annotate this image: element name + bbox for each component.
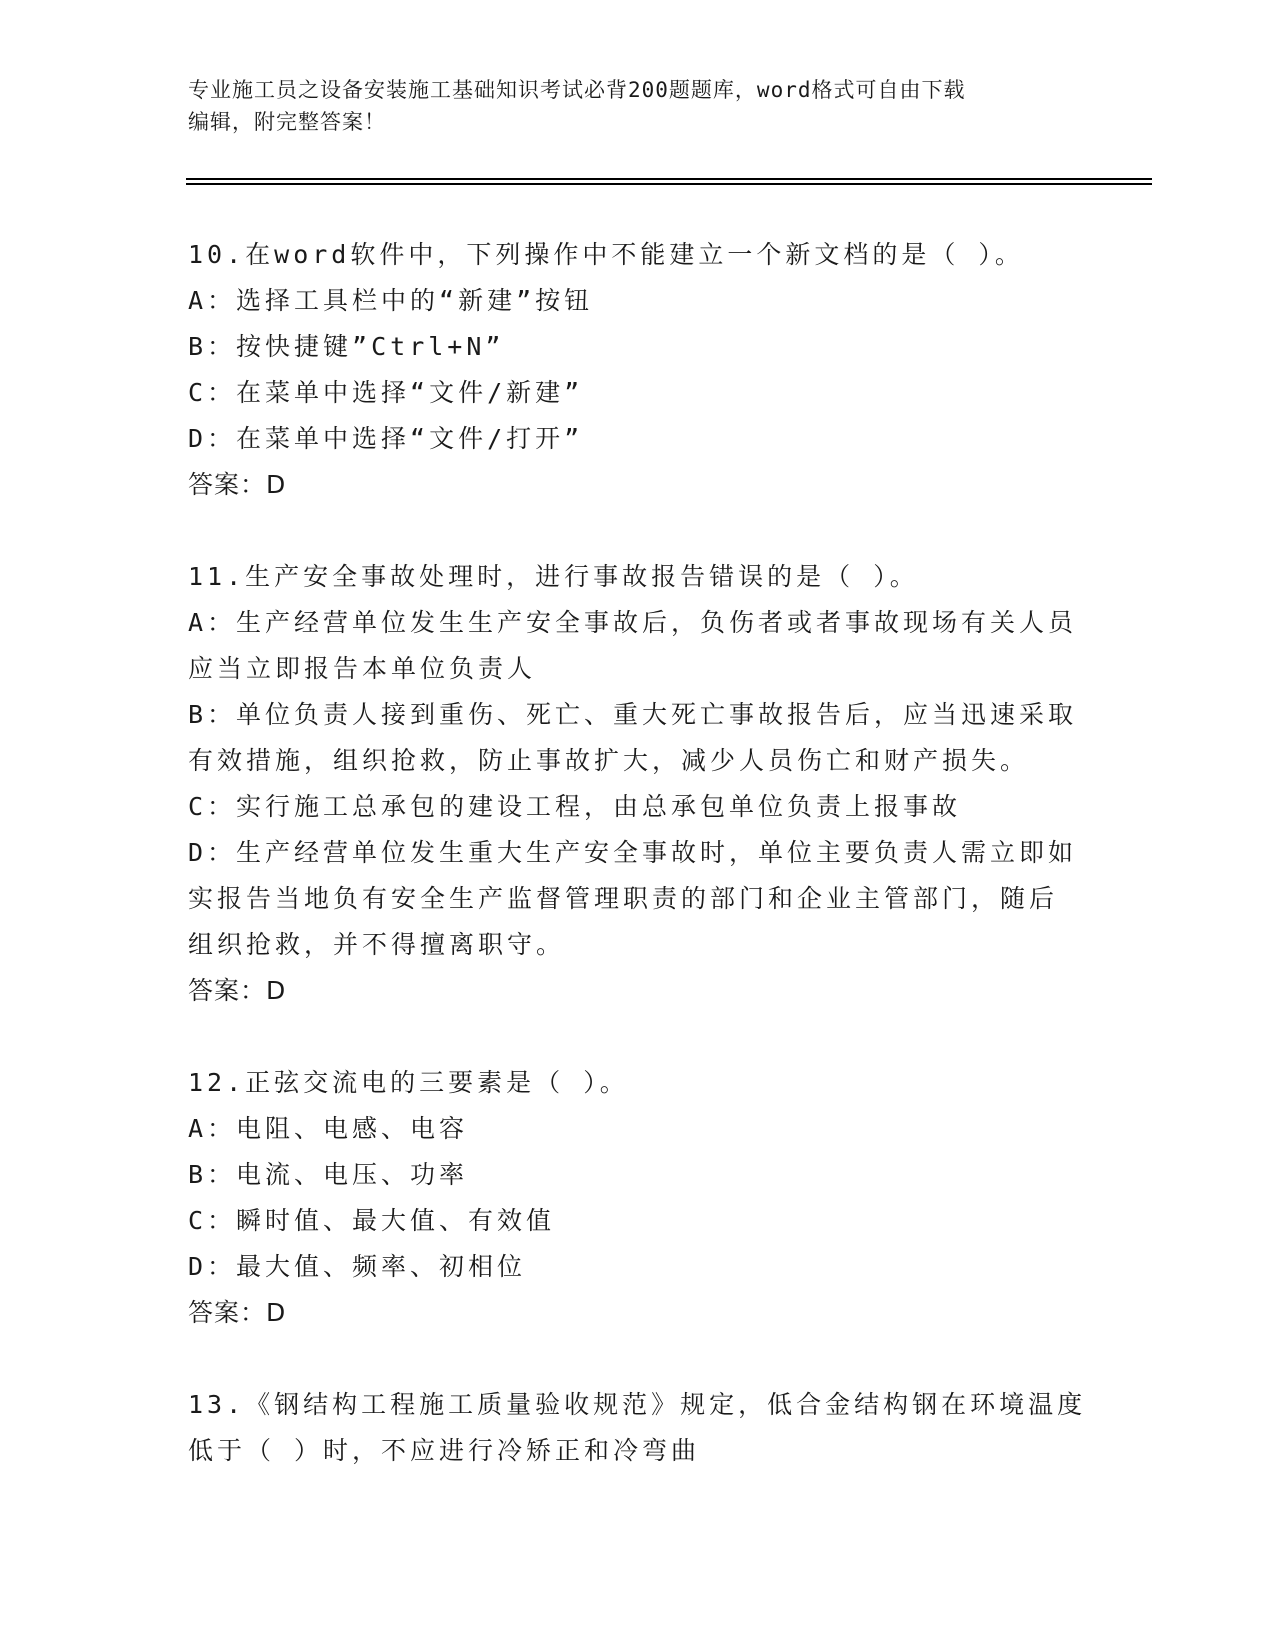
header-line-1: 专业施工员之设备安装施工基础知识考试必背200题题库，word格式可自由下载 (188, 78, 966, 102)
option-a: A：生产经营单位发生生产安全事故后，负伤者或者事故现场有关人员 (188, 608, 1078, 637)
option-d: D：生产经营单位发生重大生产安全事故时，单位主要负责人需立即如 (188, 838, 1078, 867)
option-b: B：按快捷键”Ctrl+N” (188, 332, 505, 361)
question-list (188, 232, 1088, 1520)
option-d-continued: 实报告当地负有安全生产监督管理职责的部门和企业主管部门，随后 (188, 884, 1059, 913)
document-header (188, 74, 1068, 138)
header-line-2: 编辑，附完整答案！ (188, 110, 386, 134)
option-d-continued: 组织抢救，并不得擅离职守。 (188, 930, 566, 959)
question-stem: 13.《钢结构工程施工质量验收规范》规定，低合金结构钢在环境温度 (188, 1390, 1087, 1419)
option-a-continued: 应当立即报告本单位负责人 (188, 654, 537, 683)
option-d: D：在菜单中选择“文件/打开” (188, 424, 584, 453)
header-divider-top (186, 178, 1152, 180)
header-divider-bottom (186, 183, 1152, 185)
answer: 答案：D (188, 976, 287, 1005)
option-b-continued: 有效措施，组织抢救，防止事故扩大，减少人员伤亡和财产损失。 (188, 746, 1030, 775)
option-a: A：选择工具栏中的“新建”按钮 (188, 286, 594, 315)
option-b: B：单位负责人接到重伤、死亡、重大死亡事故报告后，应当迅速采取 (188, 700, 1078, 729)
question-stem-continued: 低于（ ）时，不应进行冷矫正和冷弯曲 (188, 1436, 701, 1465)
question-12 (188, 1060, 1088, 1336)
answer: 答案：D (188, 470, 287, 499)
option-c: C：瞬时值、最大值、有效值 (188, 1206, 556, 1235)
question-13 (188, 1382, 1088, 1474)
answer: 答案：D (188, 1298, 287, 1327)
option-d: D：最大值、频率、初相位 (188, 1252, 527, 1281)
option-c: C：在菜单中选择“文件/新建” (188, 378, 584, 407)
question-11 (188, 554, 1088, 1014)
option-a: A：电阻、电感、电容 (188, 1114, 469, 1143)
question-stem: 11.生产安全事故处理时，进行事故报告错误的是（ ）。 (188, 562, 919, 591)
question-10 (188, 232, 1088, 508)
option-b: B：电流、电压、功率 (188, 1160, 469, 1189)
question-stem: 12.正弦交流电的三要素是（ ）。 (188, 1068, 629, 1097)
option-c: C：实行施工总承包的建设工程，由总承包单位负责上报事故 (188, 792, 962, 821)
question-stem: 10.在word软件中，下列操作中不能建立一个新文档的是（ ）。 (188, 240, 1024, 269)
